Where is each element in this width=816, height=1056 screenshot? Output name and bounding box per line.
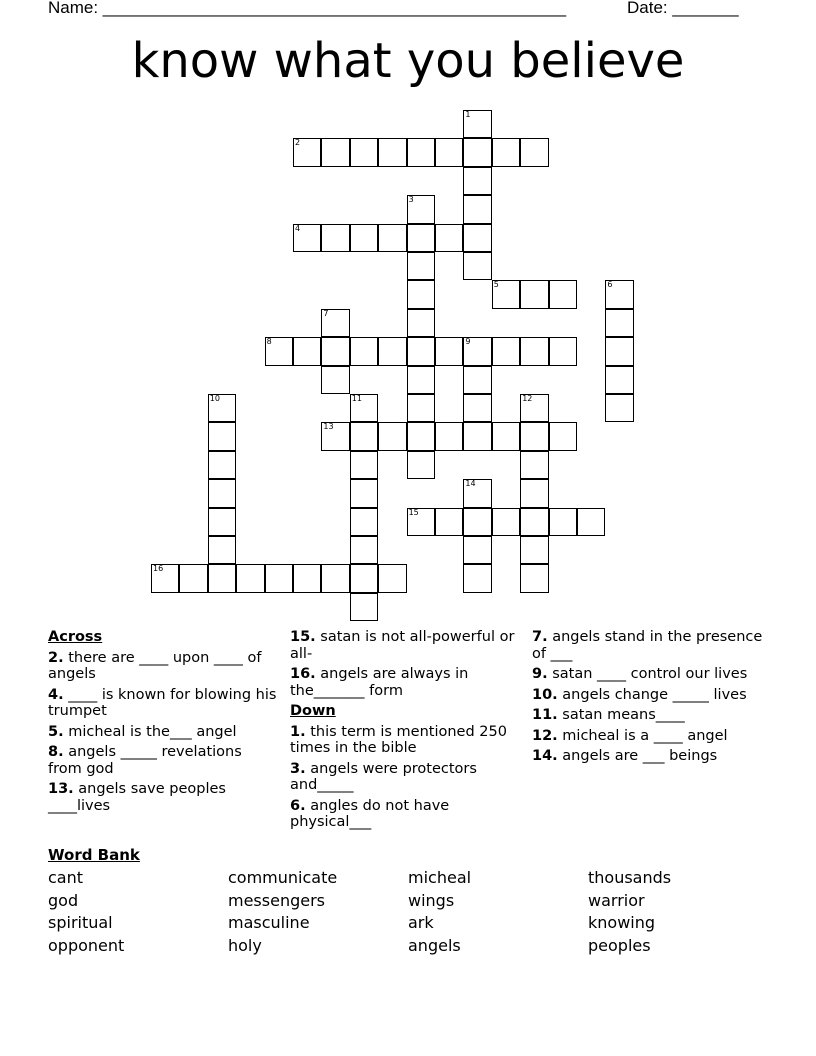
word-bank-word: god <box>48 890 79 910</box>
down-clue: 7. angels stand in the presence of ___ <box>532 629 763 662</box>
grid-cell[interactable] <box>321 422 349 450</box>
word-bank-word: holy <box>228 935 262 955</box>
grid-cell[interactable] <box>492 337 520 365</box>
grid-cell[interactable] <box>520 451 548 479</box>
word-bank-column <box>228 867 337 957</box>
clue-number: 7 <box>323 308 329 318</box>
puzzle-title: know what you believe <box>131 33 685 89</box>
grid-cell[interactable] <box>378 337 406 365</box>
grid-cell[interactable] <box>463 479 491 507</box>
grid-cell[interactable] <box>577 508 605 536</box>
across-clue: 13. angels save peoples ____lives <box>48 781 226 814</box>
across-clue: 2. there are ____ upon ____ of angels <box>48 649 262 682</box>
grid-cell[interactable] <box>549 508 577 536</box>
grid-cell[interactable] <box>463 195 491 223</box>
grid-cell[interactable] <box>407 195 435 223</box>
grid-cell[interactable] <box>208 508 236 536</box>
grid-cell[interactable] <box>407 337 435 365</box>
word-bank-word: warrior <box>588 890 645 910</box>
word-bank-column <box>588 867 671 957</box>
grid-cell[interactable] <box>378 422 406 450</box>
grid-cell[interactable] <box>492 422 520 450</box>
grid-cell[interactable] <box>350 508 378 536</box>
word-bank-word: spiritual <box>48 913 113 933</box>
grid-cell[interactable] <box>463 366 491 394</box>
grid-cell[interactable] <box>321 309 349 337</box>
grid-cell[interactable] <box>463 138 491 166</box>
clue-number: 3 <box>408 195 414 205</box>
word-bank-word: masculine <box>228 913 310 933</box>
grid-cell[interactable] <box>208 451 236 479</box>
grid-cell[interactable] <box>350 422 378 450</box>
down-clue: 1. this term is mentioned 250 times in the bible <box>290 723 507 756</box>
grid-cell[interactable] <box>549 422 577 450</box>
grid-cell[interactable] <box>520 508 548 536</box>
grid-cell[interactable] <box>549 337 577 365</box>
word-bank-word: opponent <box>48 935 125 955</box>
grid-cell[interactable] <box>605 366 633 394</box>
word-bank-word: wings <box>408 890 455 910</box>
grid-cell[interactable] <box>605 394 633 422</box>
clue-number: 14 <box>465 479 476 489</box>
grid-cell[interactable] <box>321 138 349 166</box>
grid-cell[interactable] <box>605 309 633 337</box>
grid-cell[interactable] <box>435 138 463 166</box>
grid-cell[interactable] <box>293 564 321 592</box>
grid-cell[interactable] <box>492 280 520 308</box>
word-bank-heading: Word Bank <box>48 846 140 864</box>
grid-cell[interactable] <box>208 536 236 564</box>
grid-cell[interactable] <box>605 337 633 365</box>
word-bank-column <box>408 867 471 957</box>
clue-number: 10 <box>209 394 220 403</box>
across-clue: 15. satan is not all-powerful or all- <box>290 629 515 662</box>
word-bank-word: angels <box>408 935 461 955</box>
down-clue: 14. angels are ___ beings <box>532 748 718 764</box>
across-heading: Across <box>48 629 103 645</box>
grid-cell[interactable] <box>350 451 378 479</box>
grid-cell[interactable] <box>463 110 491 138</box>
clue-number: 13 <box>323 422 334 432</box>
grid-cell[interactable] <box>463 536 491 564</box>
clue-number: 16 <box>153 564 164 574</box>
grid-cell[interactable] <box>378 564 406 592</box>
grid-cell[interactable] <box>208 422 236 450</box>
grid-cell[interactable] <box>549 280 577 308</box>
grid-cell[interactable] <box>492 138 520 166</box>
clue-number: 2 <box>295 138 301 148</box>
grid-cell[interactable] <box>293 224 321 252</box>
word-bank-word: cant <box>48 868 84 887</box>
grid-cell[interactable] <box>407 508 435 536</box>
clues-column-2 <box>290 629 522 835</box>
grid-cell[interactable] <box>350 138 378 166</box>
word-bank-word: thousands <box>588 868 672 887</box>
down-clue: 12. micheal is a ____ angel <box>532 727 728 744</box>
down-clue: 11. satan means____ <box>532 707 685 723</box>
word-bank-word: knowing <box>588 913 656 933</box>
grid-cell[interactable] <box>350 536 378 564</box>
clue-number: 4 <box>295 223 301 233</box>
down-heading: Down <box>290 703 336 719</box>
grid-cell[interactable] <box>265 337 293 365</box>
grid-cell[interactable] <box>463 422 491 450</box>
across-clue: 8. angels _____ revelations from god <box>48 744 242 777</box>
grid-cell[interactable] <box>520 280 548 308</box>
grid-cell[interactable] <box>407 366 435 394</box>
grid-cell[interactable] <box>520 564 548 592</box>
grid-cell[interactable] <box>463 252 491 280</box>
down-clue: 6. angles do not have physical___ <box>290 797 450 830</box>
clue-number: 12 <box>522 394 533 403</box>
grid-cell[interactable] <box>520 394 548 422</box>
grid-cell[interactable] <box>520 337 548 365</box>
clue-number: 1 <box>465 110 471 119</box>
grid-cell[interactable] <box>350 593 378 621</box>
grid-cell[interactable] <box>605 280 633 308</box>
name-line: Name: _________________________________________________ <box>48 0 567 17</box>
grid-cell[interactable] <box>179 564 207 592</box>
clue-number: 5 <box>493 280 499 290</box>
grid-cell[interactable] <box>350 337 378 365</box>
grid-cell[interactable] <box>407 138 435 166</box>
grid-cell[interactable] <box>407 309 435 337</box>
grid-cell[interactable] <box>208 394 236 422</box>
grid-cell[interactable] <box>293 138 321 166</box>
down-clue: 10. angels change _____ lives <box>532 686 747 703</box>
word-bank-word: ark <box>408 913 434 933</box>
grid-cell[interactable] <box>407 252 435 280</box>
date-line: Date: _______ <box>627 0 739 17</box>
word-bank-word: messengers <box>228 890 325 910</box>
grid-cell[interactable] <box>208 564 236 592</box>
word-bank-word: micheal <box>408 868 472 887</box>
word-bank-word: communicate <box>228 868 338 887</box>
across-clue: 4. ____ is known for blowing his trumpet <box>48 686 277 719</box>
grid-cell[interactable] <box>463 337 491 365</box>
grid-cell[interactable] <box>407 394 435 422</box>
word-bank-word: peoples <box>588 935 651 955</box>
grid-cell[interactable] <box>321 366 349 394</box>
down-clue: 3. angels were protectors and_____ <box>290 760 477 793</box>
grid-cell[interactable] <box>350 394 378 422</box>
grid-cell[interactable] <box>520 138 548 166</box>
grid-cell[interactable] <box>463 224 491 252</box>
grid-cell[interactable] <box>350 479 378 507</box>
grid-cell[interactable] <box>321 564 349 592</box>
word-bank-column <box>48 867 124 957</box>
grid-cell[interactable] <box>321 224 349 252</box>
grid-cell[interactable] <box>435 224 463 252</box>
clues-column-3 <box>532 629 764 769</box>
clue-number: 8 <box>266 337 272 347</box>
grid-cell[interactable] <box>350 224 378 252</box>
grid-cell[interactable] <box>378 224 406 252</box>
grid-cell[interactable] <box>236 564 264 592</box>
grid-cell[interactable] <box>435 337 463 365</box>
clue-number: 15 <box>408 507 419 517</box>
across-clue: 5. micheal is the___ angel <box>48 723 237 740</box>
grid-cell[interactable] <box>350 564 378 592</box>
grid-cell[interactable] <box>265 564 293 592</box>
grid-cell[interactable] <box>520 536 548 564</box>
grid-cell[interactable] <box>407 224 435 252</box>
clue-number: 11 <box>351 394 362 403</box>
grid-cell[interactable] <box>407 280 435 308</box>
grid-cell[interactable] <box>520 422 548 450</box>
grid-cell[interactable] <box>407 451 435 479</box>
clue-number: 9 <box>465 337 471 347</box>
across-clue: 16. angels are always in the_______ form <box>290 666 469 699</box>
grid-cell[interactable] <box>520 479 548 507</box>
grid-cell[interactable] <box>463 167 491 195</box>
clues-column-1 <box>48 629 280 818</box>
grid-cell[interactable] <box>492 508 520 536</box>
grid-cell[interactable] <box>378 138 406 166</box>
grid-cell[interactable] <box>321 337 349 365</box>
down-clue: 9. satan ____ control our lives <box>532 666 748 682</box>
grid-cell[interactable] <box>435 508 463 536</box>
grid-cell[interactable] <box>293 337 321 365</box>
grid-cell[interactable] <box>463 394 491 422</box>
grid-cell[interactable] <box>151 564 179 592</box>
grid-cell[interactable] <box>463 508 491 536</box>
clue-number: 6 <box>607 280 613 290</box>
grid-cell[interactable] <box>435 422 463 450</box>
grid-cell[interactable] <box>208 479 236 507</box>
grid-cell[interactable] <box>463 564 491 592</box>
grid-cell[interactable] <box>407 422 435 450</box>
